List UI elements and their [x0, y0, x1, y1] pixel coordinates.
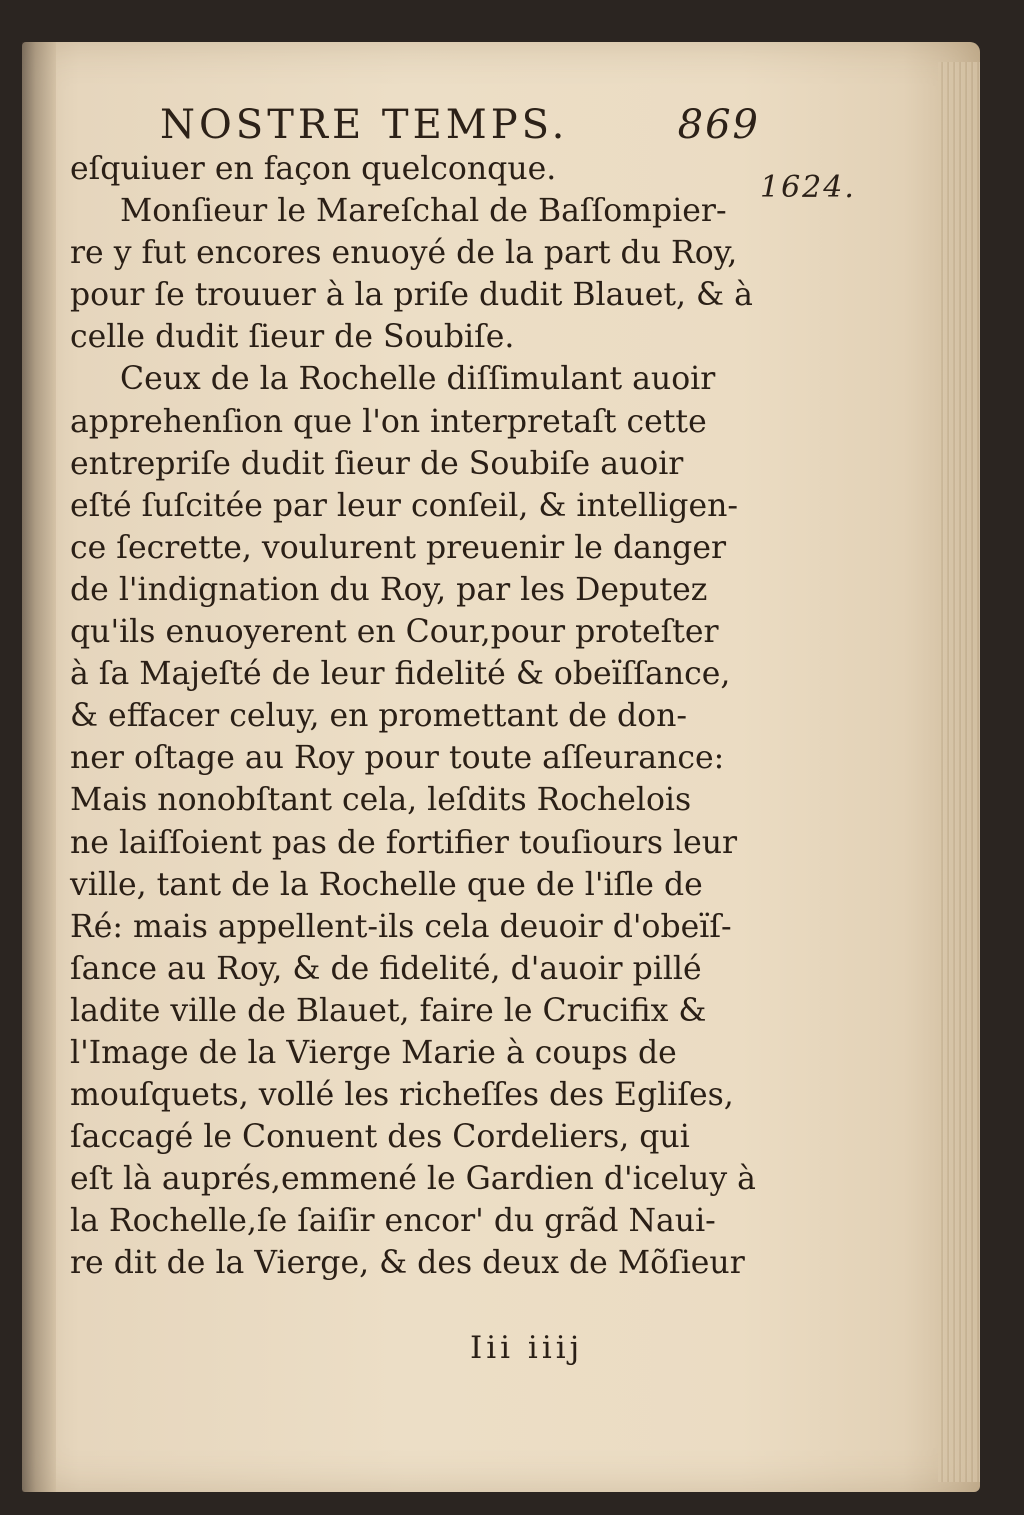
- text-line: ſance au Roy, & de fidelité, d'auoir pillé: [70, 950, 702, 987]
- text-line: ner oſtage au Roy pour toute aſſeurance:: [70, 740, 725, 777]
- text-line: eſté ſuſcitée par leur conſeil, & intelligen-: [70, 487, 739, 524]
- body-text: [70, 148, 760, 1285]
- text-line: apprehenſion que l'on interpretaſt cette: [70, 403, 707, 440]
- text-line: de l'indignation du Roy, par les Deputez: [70, 571, 708, 608]
- running-header: [160, 102, 760, 154]
- text-line: ville, tant de la Rochelle que de l'iſle de: [70, 866, 703, 903]
- text-line: eſt là auprés,emmené le Gardien d'iceluy à: [70, 1161, 756, 1198]
- margin-note-year: 1624.: [760, 170, 856, 205]
- text-line: qu'ils enuoyerent en Cour,pour proteſter: [70, 614, 719, 651]
- text-line: ne laiſſoient pas de fortifier touſiours leur: [70, 824, 738, 861]
- text-line: mouſquets, vollé les richeſſes des Egliſes,: [70, 1077, 734, 1114]
- page-edge: [938, 62, 980, 1482]
- text-line: re y fut encores enuoyé de la part du Roy,: [70, 235, 738, 272]
- text-line: Ceux de la Rochelle diſſimulant auoir: [120, 361, 716, 398]
- text-line: ladite ville de Blauet, faire le Crucifix &: [70, 992, 707, 1029]
- text-line: eſquiuer en façon quelconque.: [70, 151, 557, 187]
- text-line: ſaccagé le Conuent des Cordeliers, qui: [70, 1119, 690, 1156]
- text-line: re dit de la Vierge, & des deux de Mõſieur: [70, 1245, 745, 1282]
- text-line: Mais nonobſtant cela, leſdits Rochelois: [70, 782, 692, 819]
- text-line: l'Image de la Vierge Marie à coups de: [70, 1034, 677, 1071]
- text-line: à ſa Majeſté de leur fidelité & obeïſſance,: [70, 656, 731, 693]
- text-line: Monſieur le Mareſchal de Baſſompier-: [120, 193, 727, 230]
- text-line: Ré: mais appellent-ils cela deuoir d'obeïſ-: [70, 908, 732, 945]
- text-line: pour ſe trouuer à la priſe dudit Blauet, & à: [70, 277, 753, 314]
- text-line: ce ſecrette, voulurent preuenir le danger: [70, 529, 727, 566]
- page-gutter: [22, 42, 56, 1492]
- text-line: la Rochelle,ſe ſaiſir encor' du grãd Naui-: [70, 1203, 716, 1240]
- text-line: entrepriſe dudit ſieur de Soubiſe auoir: [70, 445, 684, 482]
- running-title: NOSTRE TEMPS.: [160, 102, 569, 148]
- page-number: 869: [677, 102, 760, 148]
- text-line: celle dudit ſieur de Soubiſe.: [70, 319, 515, 356]
- signature-mark: Iii iiij: [470, 1330, 584, 1366]
- text-line: & effacer celuy, en promettant de don-: [70, 698, 688, 735]
